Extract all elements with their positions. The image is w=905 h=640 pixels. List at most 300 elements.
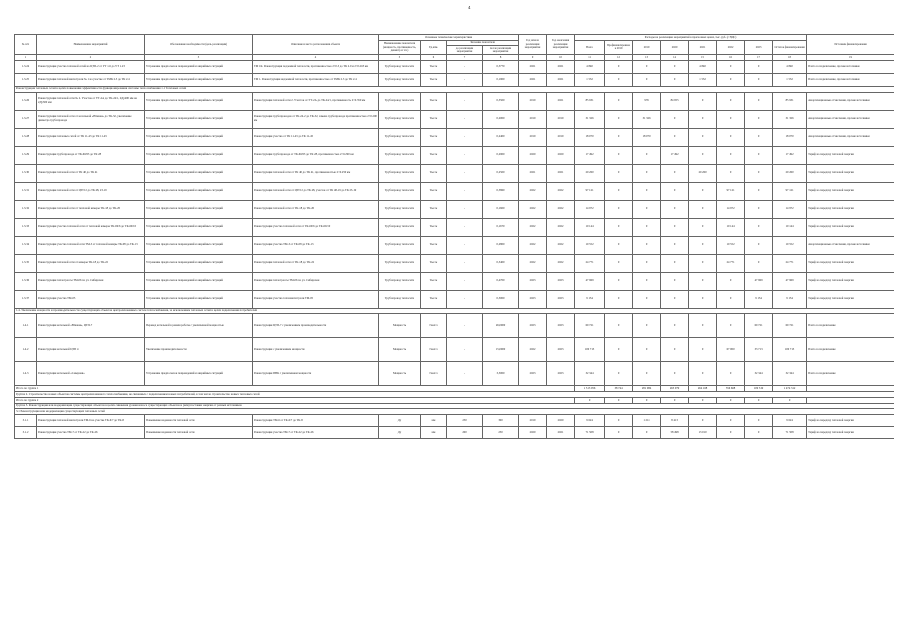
column-index-cell: 18 (773, 55, 807, 61)
cell-ye: 2021 (547, 427, 575, 439)
table-row (15, 272, 895, 290)
header-main-params: Основные технические характеристики (379, 35, 519, 41)
cell-ys: 2020 (519, 146, 547, 164)
cell-rem: 4 840 (773, 60, 807, 73)
cell-c20: 0 (661, 128, 689, 146)
cell-fin: 0 (605, 362, 633, 386)
table-row (15, 218, 895, 236)
cell-unit: Тыс.м (421, 146, 447, 164)
cell-rem: 69 721 (773, 314, 807, 338)
cell-rem: 9 154 (773, 290, 807, 308)
cell-fin: 0 (605, 290, 633, 308)
cell-c20: 0 (661, 218, 689, 236)
cell-unit: Тыс.м (421, 200, 447, 218)
cell-c22: 0 (717, 92, 745, 110)
cell-just: Устранение предпосылок повреждений и аварийных ситуаций (145, 60, 253, 73)
cell-after: 0,3000 (483, 290, 519, 308)
cell-num: 1.4.1 (15, 314, 37, 338)
cell-ye: 2022 (547, 182, 575, 200)
cell-c23: 0 (745, 73, 773, 86)
header-2022: 2022 (717, 40, 745, 55)
cell-c19: 0 (633, 272, 661, 290)
cell-desc: ТМ 1К. Реконструкция подземной теплосети, протяженностью 2×0.3 до ТК 2.0 и 2×0.218 км (253, 60, 379, 73)
cell-unit: Тыс.м (421, 218, 447, 236)
cell-before: - (447, 146, 483, 164)
cell-c23: 0 (745, 110, 773, 128)
cell-ys: 2019 (519, 92, 547, 110)
header-2023: 2023 (745, 40, 773, 55)
cell-src: Тариф на передачу тепловой энергии (807, 415, 894, 427)
cell-c19: 0 (633, 164, 661, 182)
cell-c23: 0 (745, 427, 773, 439)
column-index-cell: 10 (547, 55, 575, 61)
cell-src: Тариф на передачу тепловой энергии (807, 290, 894, 308)
column-index-cell: 14 (661, 55, 689, 61)
total-value: 0 (633, 397, 661, 403)
cell-name: Реконструкция участка ТМ-7 от ТК-22 до ТК-26 (37, 427, 145, 439)
cell-after: 0,4700 (483, 272, 519, 290)
cell-c21: 0 (689, 218, 717, 236)
cell-c21: 0 (689, 110, 717, 128)
cell-c22: 24 771 (717, 254, 745, 272)
cell-fin: 0 (605, 182, 633, 200)
cell-src: Плата за подключение, прочие источники (807, 60, 894, 73)
cell-fin: 0 (605, 73, 633, 86)
column-index-cell: 1 (15, 55, 37, 61)
column-index-cell: 12 (605, 55, 633, 61)
cell-ye: 2022 (547, 254, 575, 272)
cell-param: Мощность (379, 314, 421, 338)
cell-rem: 71 508 (773, 427, 807, 439)
section-heading: 3.1 Реконструкция или модернизация существующих тепловых сетей (15, 409, 895, 415)
cell-desc: Реконструкция участка от ТК 11-43 до ТК 11-45 (253, 128, 379, 146)
cell-total: 31 326 (575, 110, 605, 128)
cell-num: 1.3.24 (15, 60, 37, 73)
cell-before: - (447, 60, 483, 73)
cell-c20: 8 413 (661, 415, 689, 427)
table-row (15, 415, 895, 427)
cell-fin: 0 (605, 146, 633, 164)
cell-c23: 9 154 (745, 290, 773, 308)
cell-c23: 0 (745, 200, 773, 218)
cell-c22: 0 (717, 60, 745, 73)
cell-name: Реконструкция участка ТМ-05 (37, 290, 145, 308)
cell-c23: 0 (745, 254, 773, 272)
cell-fin: 0 (605, 128, 633, 146)
column-index-cell: 8 (483, 55, 519, 61)
cell-rem: 17 492 (773, 146, 807, 164)
cell-before: - (447, 73, 483, 86)
cell-just: Устранение предпосылок повреждений и аварийных ситуаций (145, 218, 253, 236)
cell-c20: 58 498 (661, 427, 689, 439)
cell-c21: 20 260 (689, 164, 717, 182)
cell-before: - (447, 110, 483, 128)
total-value: 0 (689, 397, 717, 403)
cell-after: 250 (483, 427, 519, 439)
cell-after: 0,3500 (483, 92, 519, 110)
cell-num: 1.3.34 (15, 236, 37, 254)
cell-before: - (447, 200, 483, 218)
cell-ye: 2021 (547, 73, 575, 86)
cell-total: 24 771 (575, 254, 605, 272)
column-index-cell: 4 (253, 55, 379, 61)
cell-total: 100 713 (575, 338, 605, 362)
cell-fin: 0 (605, 92, 633, 110)
cell-c23: 47 969 (745, 272, 773, 290)
cell-after: 0,2000 (483, 110, 519, 128)
cell-param: Трубопровод теплосети (379, 236, 421, 254)
total-value: 0 (661, 397, 689, 403)
cell-name: Реконструкция тепловой магистрали № 1 на участке от ТМК 2.3 до ТК 2.4 (37, 73, 145, 86)
total-value: 0 (773, 397, 807, 403)
cell-desc: Реконструкция ЦТП-7 с увеличением производительности (253, 314, 379, 338)
cell-c21: 1 532 (689, 73, 717, 86)
investment-program-table (14, 34, 894, 439)
column-index-cell: 5 (379, 55, 421, 61)
cell-unit: мм (421, 415, 447, 427)
cell-rem: 32 344 (773, 362, 807, 386)
cell-just: Устранение предпосылок повреждений и аварийных ситуаций (145, 110, 253, 128)
cell-total: 17 492 (575, 146, 605, 164)
cell-param: Ду (379, 427, 421, 439)
cell-c20: 0 (661, 236, 689, 254)
cell-ye: 2019 (547, 110, 575, 128)
cell-desc: Реконструкция трубопроводов от ТК-24-2 до ТК-32, замена трубопровода протяженностью 2×0.200 км (253, 110, 379, 128)
cell-c23: 0 (745, 60, 773, 73)
header-total: Всего (575, 40, 605, 55)
cell-c19: 0 (633, 60, 661, 73)
cell-c22: 14 972 (717, 200, 745, 218)
cell-after: 0,1670 (483, 218, 519, 236)
cell-just: Устранение предпосылок повреждений и аварийных ситуаций (145, 164, 253, 182)
cell-desc: Реконструкция с увеличением мощности (253, 338, 379, 362)
cell-total: 85 931 (575, 92, 605, 110)
cell-ye: 2022 (547, 200, 575, 218)
cell-ye: 2020 (547, 146, 575, 164)
cell-c22: 10 552 (717, 236, 745, 254)
cell-unit: Тыс.м (421, 92, 447, 110)
cell-name: Реконструкция тепловой сети от котельной «Южная» до ТК-32, увеличение диаметра трубопровода (37, 110, 145, 128)
cell-ys: 2022 (519, 200, 547, 218)
header-value-group: Значение показателя (447, 40, 519, 46)
cell-src: Плата за подключение (807, 362, 894, 386)
cell-c22: 0 (717, 110, 745, 128)
page-number: 4 (468, 6, 471, 11)
cell-num: 1.3.33 (15, 218, 37, 236)
cell-param: Трубопровод теплосети (379, 128, 421, 146)
cell-after: 0,2800 (483, 236, 519, 254)
cell-before: - (447, 164, 483, 182)
cell-num: 1.3.32 (15, 200, 37, 218)
column-index-cell: 17 (745, 55, 773, 61)
cell-ye: 2023 (547, 362, 575, 386)
cell-num: 3.1.1 (15, 415, 37, 427)
cell-param: Ду (379, 415, 421, 427)
cell-total: 47 969 (575, 272, 605, 290)
cell-desc: Реконструкция тепловой сети от ТК-18 до ТК-22 (253, 254, 379, 272)
cell-c23: 0 (745, 218, 773, 236)
cell-c21: 0 (689, 254, 717, 272)
cell-name: Реконструкция тепловой магистрали ТМ-6 на участке ТК-6/7 до ТК-8 (37, 415, 145, 427)
cell-c20: 0 (661, 200, 689, 218)
cell-before: - (447, 314, 483, 338)
cell-before: - (447, 290, 483, 308)
cell-c22: 67 000 (717, 338, 745, 362)
cell-unit: мм (421, 427, 447, 439)
cell-c20: 0 (661, 182, 689, 200)
cell-ye: 2021 (547, 60, 575, 73)
cell-num: 1.3.28 (15, 128, 37, 146)
total-value: 38 744 (605, 386, 633, 392)
column-index-cell: 13 (633, 55, 661, 61)
table-row (15, 146, 895, 164)
cell-c22: 97 121 (717, 182, 745, 200)
cell-num: 1.3.31 (15, 182, 37, 200)
cell-fin: 0 (605, 272, 633, 290)
cell-c21: 0 (689, 290, 717, 308)
header-justification: Обоснование необходимости (цель реализации) (145, 35, 253, 55)
cell-before: - (447, 338, 483, 362)
cell-rem: 18 070 (773, 128, 807, 146)
section-heading: Группа 2. Строительство новых объектов системы централизованного теплоснабжения, не связанных с подключением новых потребителей, в том числе строительство новых тепловых сетей (15, 392, 895, 398)
cell-rem: 97 121 (773, 182, 807, 200)
cell-ys: 2023 (519, 290, 547, 308)
cell-after: 0,1900 (483, 73, 519, 86)
cell-ys: 2021 (519, 164, 547, 182)
cell-after: 0,2500 (483, 164, 519, 182)
cell-num: 3.1.2 (15, 427, 37, 439)
cell-rem: 85 931 (773, 92, 807, 110)
cell-c19: 0 (633, 314, 661, 338)
cell-ys: 2022 (519, 182, 547, 200)
cell-c20: 17 492 (661, 146, 689, 164)
cell-rem: 14 972 (773, 200, 807, 218)
cell-c21: 0 (689, 92, 717, 110)
cell-total: 97 121 (575, 182, 605, 200)
cell-param: Трубопровод теплосети (379, 164, 421, 182)
cell-desc: Реконструкция ТМ-6 от ТК-6/7 до ТК-8 (253, 415, 379, 427)
total-value: 0 (575, 397, 605, 403)
cell-total: 18 070 (575, 128, 605, 146)
cell-before: - (447, 218, 483, 236)
cell-name: Реконструкция тепловой сети № 2. Участок от УТ-2А до ТК-24/1, 2Ду400 мм на 2Ду300 мм (37, 92, 145, 110)
cell-param: Трубопровод теплосети (379, 73, 421, 86)
cell-ye: 2020 (547, 415, 575, 427)
cell-c23: 0 (745, 164, 773, 182)
cell-fin: 0 (605, 254, 633, 272)
cell-param: Мощность (379, 338, 421, 362)
header-2019: 2019 (633, 40, 661, 55)
table-row (15, 338, 895, 362)
cell-rem: 20 260 (773, 164, 807, 182)
header-unit: Ед.изм. (421, 40, 447, 55)
cell-just: Устранение предпосылок повреждений и аварийных ситуаций (145, 146, 253, 164)
cell-c21: 13 010 (689, 427, 717, 439)
cell-just: Устранение предпосылок повреждений и аварийных ситуаций (145, 92, 253, 110)
header-2020: 2020 (661, 40, 689, 55)
cell-before: 200 (447, 427, 483, 439)
cell-unit: Тыс.м (421, 272, 447, 290)
cell-src: Тариф на передачу тепловой энергии (807, 272, 894, 290)
cell-name: Реконструкция трубопровода от ТК-60/63 до ТК 28 (37, 146, 145, 164)
table-row (15, 290, 895, 308)
cell-c20: 0 (661, 314, 689, 338)
cell-unit: Тыс.м (421, 164, 447, 182)
cell-desc: Реконструкция участка ТМ-7 от ТК-22 до ТК-26 (253, 427, 379, 439)
cell-c19: 1 211 (633, 415, 661, 427)
cell-c19: 0 (633, 254, 661, 272)
cell-before: 250 (447, 415, 483, 427)
cell-name: Реконструкция котельной «Южная», ЦТП-7 (37, 314, 145, 338)
cell-c19: 0 (633, 73, 661, 86)
cell-after: 15,0000 (483, 338, 519, 362)
column-index-cell: 7 (447, 55, 483, 61)
cell-num: 1.3.27 (15, 110, 37, 128)
cell-before: - (447, 272, 483, 290)
cell-ys: 2022 (519, 218, 547, 236)
cell-ye: 2022 (547, 218, 575, 236)
cell-ys: 2022 (519, 254, 547, 272)
total-value: 556 668 (717, 386, 745, 392)
cell-c22: 0 (717, 164, 745, 182)
cell-fin: 0 (605, 218, 633, 236)
cell-c19: 0 (633, 200, 661, 218)
cell-unit: Тыс.м (421, 290, 447, 308)
cell-ye: 2023 (547, 290, 575, 308)
cell-c21: 0 (689, 236, 717, 254)
total-value: 0 (605, 397, 633, 403)
cell-name: Реконструкция теплотрассы ТМ-06 по ул. Сибирская (37, 272, 145, 290)
cell-name: Реконструкция участка тепловой сети ТМ-3 от тепловой камеры ТК-08 до ТК-13 (37, 236, 145, 254)
cell-c23: 69 721 (745, 314, 773, 338)
cell-c19: 0 (633, 362, 661, 386)
cell-c23: 0 (745, 182, 773, 200)
cell-c23: 0 (745, 128, 773, 146)
cell-ye: 2019 (547, 128, 575, 146)
cell-rem: 100 713 (773, 338, 807, 362)
cell-num: 1.3.37 (15, 290, 37, 308)
cell-rem: 1 532 (773, 73, 807, 86)
cell-name: Реконструкция участка тепловой сети от тепловой камеры ТК-69/6 до ТК-69/10 (37, 218, 145, 236)
total-value: 264 168 (689, 386, 717, 392)
cell-ys: 2020 (519, 427, 547, 439)
document-page (14, 6, 894, 634)
cell-ys: 2023 (519, 314, 547, 338)
table-row (15, 200, 895, 218)
cell-src: Амортизационные отчисления, прочие источники (807, 92, 894, 110)
cell-num: 1.3.35 (15, 254, 37, 272)
total-value: 0 (745, 397, 773, 403)
cell-c20: 0 (661, 254, 689, 272)
cell-before: - (447, 92, 483, 110)
cell-c19: 0 (633, 290, 661, 308)
cell-total: 10 144 (575, 218, 605, 236)
column-index-cell: 3 (145, 55, 253, 61)
cell-total: 1 532 (575, 73, 605, 86)
cell-fin: 0 (605, 200, 633, 218)
header-year-start: Год начала реализации мероприятия (519, 35, 547, 55)
cell-src: Тариф на передачу тепловой энергии (807, 182, 894, 200)
cell-ys: 2019 (519, 415, 547, 427)
cell-just: Повышение надежности тепловой сети (145, 427, 253, 439)
column-index-cell: 2 (37, 55, 145, 61)
cell-ys: 2021 (519, 73, 547, 86)
cell-ye: 2021 (547, 92, 575, 110)
cell-desc: ТМ 1. Реконструкция надземной теплосети, протяженностью от ТМК 2.3 до ТК 2.4 (253, 73, 379, 86)
cell-c19: 0 (633, 146, 661, 164)
cell-c19: 0 (633, 236, 661, 254)
total-value: 263 079 (661, 386, 689, 392)
cell-total: 9 154 (575, 290, 605, 308)
cell-desc: Реконструкция участка тепломагистрали ТМ-05 (253, 290, 379, 308)
cell-total: 71 508 (575, 427, 605, 439)
header-num: № п/п (15, 35, 37, 55)
cell-param: Трубопровод теплосети (379, 60, 421, 73)
cell-src: Тариф на передачу тепловой энергии (807, 218, 894, 236)
column-index-cell: 16 (717, 55, 745, 61)
cell-c22: 0 (717, 290, 745, 308)
cell-total: 4 840 (575, 60, 605, 73)
column-index-cell: 9 (519, 55, 547, 61)
cell-param: Мощность (379, 362, 421, 386)
cell-desc: Реконструкция участка ТМ-3 от ТК-08 до ТК-13 (253, 236, 379, 254)
cell-fin: 0 (605, 415, 633, 427)
cell-c21: 0 (689, 200, 717, 218)
cell-desc: Реконструкция трубопровода от ТК-60/63 до ТК 28, протяженностью 2×0.290 км (253, 146, 379, 164)
header-year-end: Год окончания реализации мероприятия (547, 35, 575, 55)
header-after: после реализации мероприятия (483, 46, 519, 55)
header-source: Источник финансирования (807, 35, 894, 55)
cell-num: 1.3.25 (15, 73, 37, 86)
table-row (15, 314, 895, 338)
cell-c22: 0 (717, 73, 745, 86)
cell-num: 1.3.29 (15, 146, 37, 164)
cell-just: Устранение предпосылок повреждений и аварийных ситуаций (145, 128, 253, 146)
cell-unit: Тыс.м (421, 110, 447, 128)
cell-after: 0,5860 (483, 182, 519, 200)
cell-fin: 0 (605, 338, 633, 362)
cell-before: - (447, 254, 483, 272)
cell-param: Трубопровод теплосети (379, 218, 421, 236)
table-row (15, 254, 895, 272)
cell-name: Реконструкция котельной ЦТП 4 (37, 338, 145, 362)
table-row (15, 236, 895, 254)
column-index-cell: 11 (575, 55, 605, 61)
cell-c22: 0 (717, 415, 745, 427)
cell-just: Устранение предпосылок повреждений и аварийных ситуаций (145, 290, 253, 308)
cell-desc: Реконструкция тепловой сети от ЦТП 2 до ТК 48, участок от ТК 48-19 до ТК 23-19 (253, 182, 379, 200)
cell-just: Устранение предпосылок повреждений и аварийных ситуаций (145, 73, 253, 86)
section-heading: 1.4. Увеличение мощности и производительности существующих объектов централизованных систем теплоснабжения, за исключением тепловых сетей в целях подключения потребителей (15, 308, 895, 314)
cell-c22: 0 (717, 128, 745, 146)
total-label: Итого по группе 1 (15, 386, 575, 392)
cell-after: 0,5770 (483, 60, 519, 73)
cell-c20: 0 (661, 73, 689, 86)
cell-just: Повышение надежности тепловой сети (145, 415, 253, 427)
cell-total: 10 552 (575, 236, 605, 254)
cell-ys: 2023 (519, 272, 547, 290)
cell-unit: Тыс.м (421, 60, 447, 73)
cell-fin: 0 (605, 314, 633, 338)
cell-before: - (447, 362, 483, 386)
cell-src: Тариф на передачу тепловой энергии (807, 200, 894, 218)
cell-rem: 31 326 (773, 110, 807, 128)
cell-c20: 0 (661, 362, 689, 386)
cell-c21: 0 (689, 182, 717, 200)
cell-rem: 10 144 (773, 218, 807, 236)
cell-num: 1.3.30 (15, 164, 37, 182)
cell-param: Трубопровод теплосети (379, 254, 421, 272)
